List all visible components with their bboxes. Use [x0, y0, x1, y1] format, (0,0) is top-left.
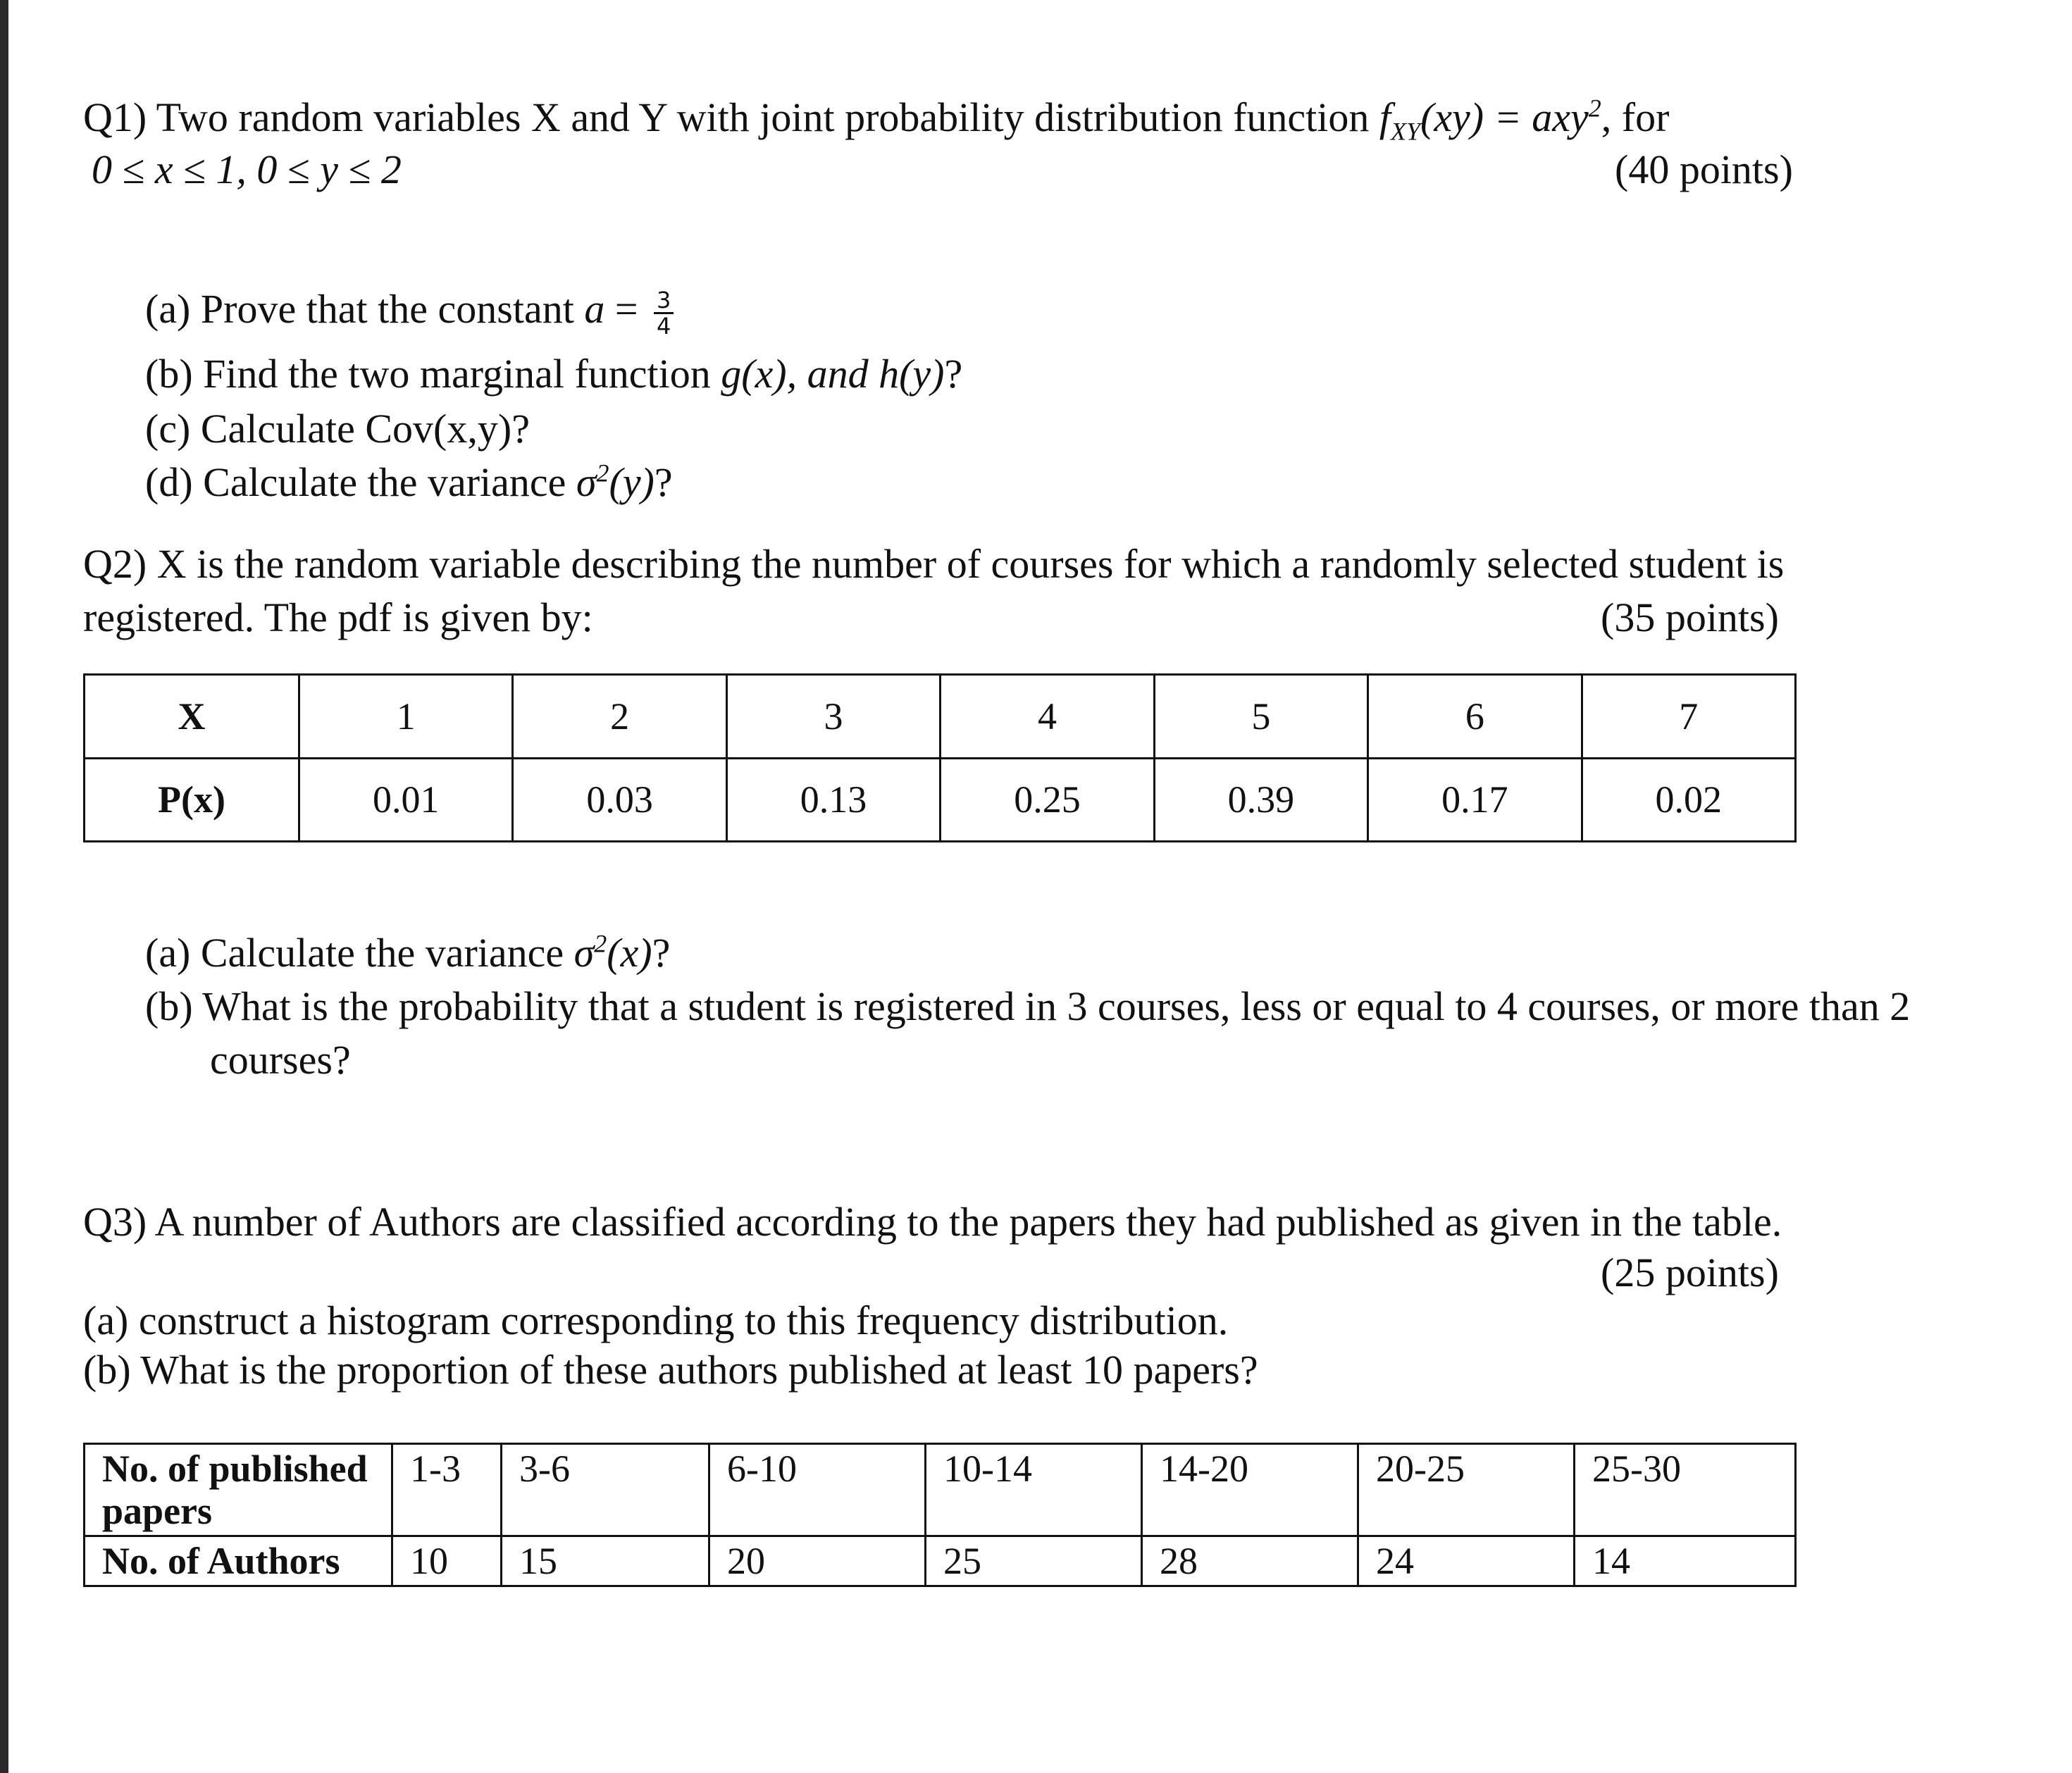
q3-range-cell: 10-14	[926, 1444, 1142, 1536]
q2-x-cell: 5	[1154, 675, 1367, 759]
q1-b-math: g(x), and h(y)	[721, 351, 945, 397]
q3-range-cell: 25-30	[1575, 1444, 1796, 1536]
q1-func-name: f	[1379, 94, 1391, 140]
q2-a-exp: 2	[594, 929, 607, 958]
q2-p-cell: 0.17	[1368, 758, 1582, 842]
q2-x-cell: 3	[726, 675, 940, 759]
q3-points: (25 points)	[1601, 1250, 1779, 1295]
q2-a-text: (a) Calculate the variance	[145, 930, 574, 976]
q2-a-arg: (x)	[607, 930, 652, 976]
q1-part-b	[145, 349, 962, 399]
q2-p-cell: 0.01	[299, 758, 513, 842]
q2-line-1: Q2) X is the random variable describing the number of courses for which a randomly selected student is	[83, 541, 1785, 587]
q3-authors-row	[85, 1536, 1796, 1586]
q3-papers-row	[85, 1444, 1796, 1536]
q2-a-math	[574, 930, 652, 976]
q2-pdf-table	[83, 673, 1797, 842]
q1-func-sub: XY	[1390, 117, 1420, 146]
q1-func-args: (xy) = axy	[1420, 94, 1589, 140]
q3-count-cell: 24	[1358, 1536, 1575, 1586]
q2-p-label: P(x)	[85, 758, 299, 842]
q2-line-2: registered. The pdf is given by:	[83, 595, 593, 640]
q2-p-cell: 0.25	[941, 758, 1154, 842]
q3-part-a: (a) construct a histogram corresponding to this frequency distribution.	[83, 1298, 1229, 1343]
q2-x-cell: 1	[299, 675, 513, 759]
q1-part-c: (c) Calculate Cov(x,y)?	[145, 406, 530, 452]
q2-a-suffix: ?	[652, 930, 671, 976]
q1-d-text: (d) Calculate the variance	[145, 459, 576, 505]
q1-func	[1379, 94, 1601, 146]
q3-range-cell: 1-3	[392, 1444, 502, 1536]
q2-x-cell: 4	[941, 675, 1154, 759]
q1-range	[92, 145, 402, 194]
q1-b-suffix: ?	[944, 351, 963, 397]
q3-count-cell: 14	[1575, 1536, 1796, 1586]
q1-part-a	[145, 285, 674, 338]
q1-a-numerator: 3	[654, 288, 674, 314]
q2-x-cell: 2	[513, 675, 726, 759]
q2-p-cell: 0.13	[726, 758, 940, 842]
q3-count-cell: 25	[926, 1536, 1142, 1586]
q2-x-cell: 6	[1368, 675, 1582, 759]
q3-part-b: (b) What is the proportion of these authors published at least 10 papers?	[83, 1347, 1258, 1393]
q3-papers-label-line-1: No. of published	[102, 1448, 368, 1490]
q1-intro	[83, 93, 1670, 146]
q2-p-cell: 0.02	[1582, 758, 1795, 842]
q1-for: , for	[1601, 94, 1670, 140]
q2-p-row	[85, 758, 1796, 842]
left-edge-bar	[0, 0, 8, 1773]
q1-intro-text: Q1) Two random variables X and Y with joint probability distribution function	[83, 94, 1379, 140]
q3-authors-label: No. of Authors	[85, 1536, 392, 1586]
q2-points: (35 points)	[1601, 595, 1779, 640]
q1-a-eq: =	[604, 286, 649, 332]
q1-d-math	[576, 459, 655, 505]
q2-part-b-line-2: courses?	[210, 1037, 351, 1083]
q2-p-cell: 0.03	[513, 758, 726, 842]
q2-a-sigma: σ	[573, 930, 595, 976]
q3-range-cell: 6-10	[709, 1444, 926, 1536]
q2-part-b-line-1: (b) What is the probability that a student is registered in 3 courses, less or equal to 4 courses, or more than 2	[145, 983, 1911, 1029]
q3-line-1: Q3) A number of Authors are classified according to the papers they had published as given in the table.	[83, 1199, 1782, 1245]
q1-a-text: (a) Prove that the constant	[145, 286, 585, 332]
q3-papers-label	[85, 1444, 392, 1536]
q1-func-exp: 2	[1588, 94, 1601, 123]
q3-count-cell: 15	[502, 1536, 709, 1586]
q2-p-cell: 0.39	[1154, 758, 1367, 842]
q3-range-cell: 3-6	[502, 1444, 709, 1536]
q1-d-sigma: σ	[576, 459, 597, 505]
q3-count-cell: 10	[392, 1536, 502, 1586]
q1-d-arg: (y)	[609, 459, 655, 505]
q1-part-d	[145, 458, 673, 507]
q2-part-a	[145, 928, 670, 978]
q2-x-label: X	[85, 675, 299, 759]
q1-b-text: (b) Find the two marginal function	[145, 351, 721, 397]
q2-x-row	[85, 675, 1796, 759]
q3-range-cell: 20-25	[1358, 1444, 1575, 1536]
q2-x-cell: 7	[1582, 675, 1795, 759]
q1-points: (40 points)	[1615, 147, 1793, 192]
q1-d-exp: 2	[596, 459, 609, 487]
q1-a-denominator: 4	[657, 313, 671, 340]
q1-d-suffix: ?	[654, 459, 673, 505]
q3-count-cell: 28	[1142, 1536, 1358, 1586]
q3-frequency-table	[83, 1443, 1797, 1587]
q1-range-text: 0 ≤ x ≤ 1, 0 ≤ y ≤ 2	[92, 147, 402, 192]
q1-a-var: a	[584, 286, 605, 332]
q1-a-fraction	[654, 288, 674, 338]
q3-papers-label-line-2: papers	[102, 1490, 213, 1532]
q3-count-cell: 20	[709, 1536, 926, 1586]
q3-range-cell: 14-20	[1142, 1444, 1358, 1536]
